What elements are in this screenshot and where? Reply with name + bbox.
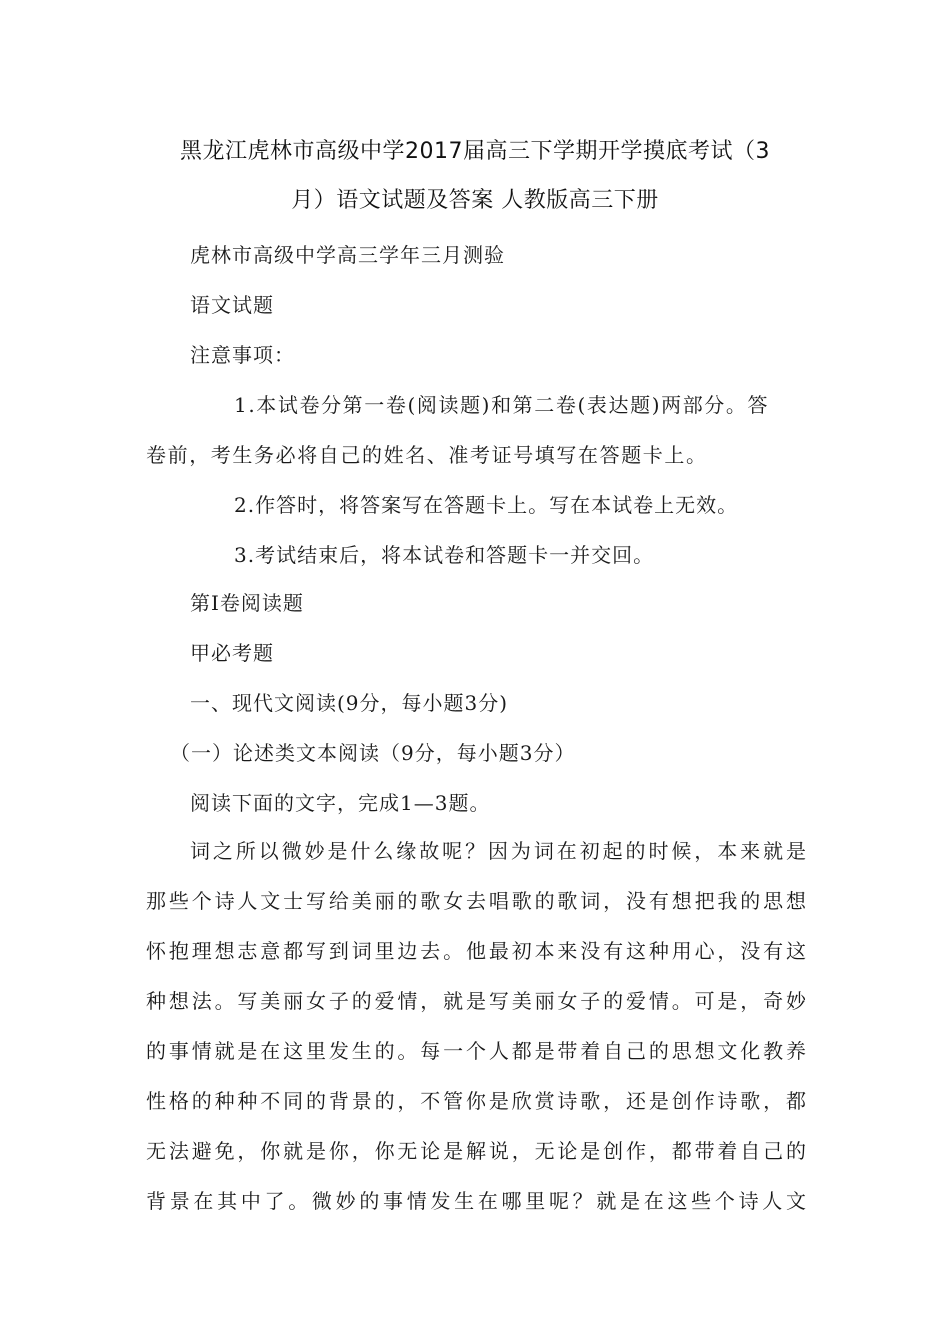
passage-line: 背景在其中了。微妙的事情发生在哪里呢？就是在这些个诗人文 [146,1189,806,1213]
passage-line: 种想法。写美丽女子的爱情，就是写美丽女子的爱情。可是，奇妙 [146,989,806,1013]
subsection-heading: （一）论述类文本阅读（9分，每小题3分） [170,741,576,765]
section-heading: 一、现代文阅读(9分，每小题3分) [190,691,509,715]
passage-line: 无法避免，你就是你，你无论是解说，无论是创作，都带着自己的 [146,1139,806,1163]
passage-line: 那些个诗人文士写给美丽的歌女去唱歌的歌词，没有想把我的思想 [146,889,806,913]
passage-line: 的事情就是在这里发生的。每一个人都是带着自己的思想文化教养 [146,1039,806,1063]
reading-instruction: 阅读下面的文字，完成1—3题。 [190,791,491,815]
notice-item-1-line-2: 卷前，考生务必将自己的姓名、准考证号填写在答题卡上。 [146,443,708,467]
document-title-line-1: 黑龙江虎林市高级中学2017届高三下学期开学摸底考试（3 [180,139,770,164]
required-heading: 甲必考题 [190,641,274,665]
passage-line: 词之所以微妙是什么缘故呢？因为词在初起的时候，本来就是 [190,839,806,863]
notice-item-3: 3.考试结束后，将本试卷和答题卡一并交回。 [234,543,655,567]
passage-line: 性格的种种不同的背景的，不管你是欣赏诗歌，还是创作诗歌，都 [146,1089,806,1113]
notice-item-1-line-1: 1.本试卷分第一卷(阅读题)和第二卷(表达题)两部分。答 [234,393,770,417]
notice-heading: 注意事项： [190,343,295,367]
volume-heading: 第Ⅰ卷阅读题 [190,591,304,615]
notice-item-2: 2.作答时，将答案写在答题卡上。写在本试卷上无效。 [234,493,739,517]
school-line: 虎林市高级中学高三学年三月测验 [190,243,505,267]
passage-line: 怀抱理想志意都写到词里边去。他最初本来没有这种用心，没有这 [146,939,806,963]
document-title-line-2: 月）语文试题及答案 人教版高三下册 [291,188,659,213]
subject-line: 语文试题 [190,293,274,317]
